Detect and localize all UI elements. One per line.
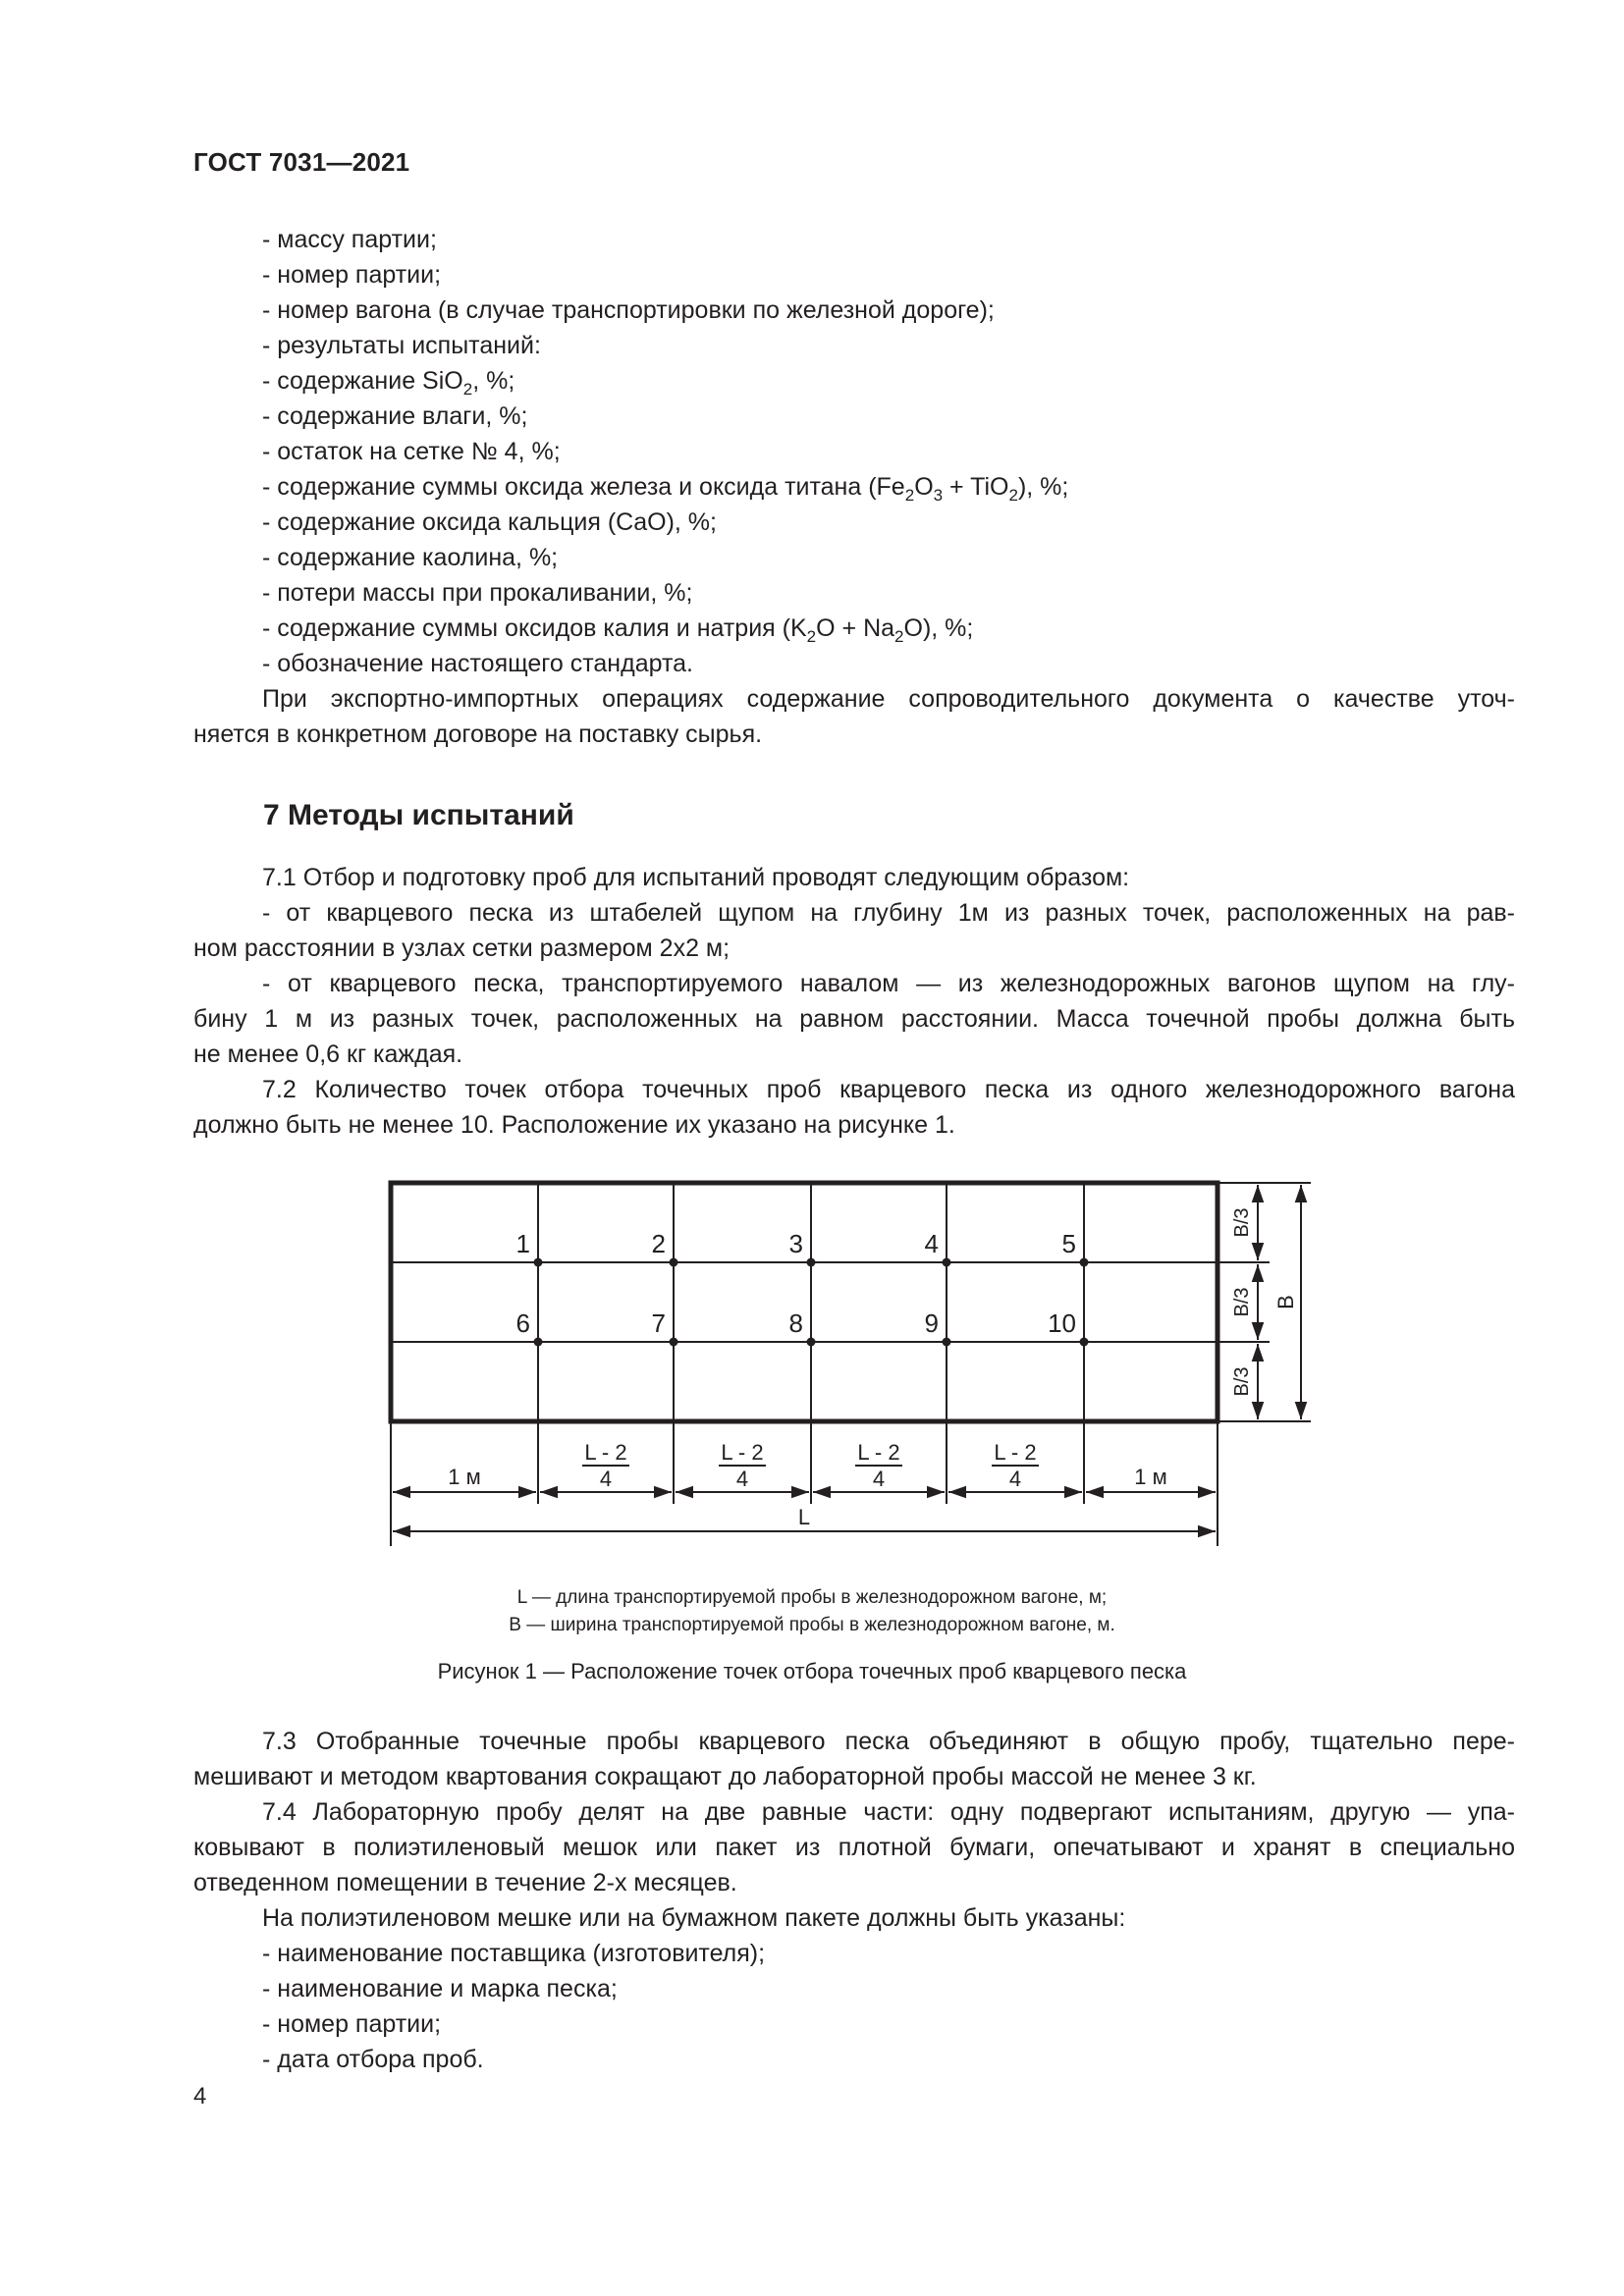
results-list-item: - содержание каолина, %;	[262, 544, 559, 571]
paragraph-line: няется в конкретном договоре на поставку сырья.	[193, 721, 763, 748]
clause-7-3	[193, 1724, 1515, 1794]
results-list	[193, 222, 1515, 681]
results-list-item: - потери массы при прокаливании, %;	[262, 579, 693, 607]
paragraph-line: ковывают в полиэтиленовый мешок или пакет из плотной бумаги, опечатывают и хранят в специально	[193, 1834, 1515, 1861]
results-list-item: - массу партии;	[262, 226, 437, 253]
wagon-outline	[391, 1183, 1218, 1421]
sampling-point	[1080, 1338, 1089, 1347]
paragraph-line: мешивают и методом квартования сокращают до лабораторной пробы массой не менее 3 кг.	[193, 1763, 1257, 1790]
point-label: 10	[1048, 1308, 1076, 1338]
sampling-point	[670, 1258, 678, 1267]
point-label: 7	[651, 1308, 666, 1338]
results-list-item: - содержание суммы оксида железа и оксида титана $(Fe_2O_3 + TiO_2)$, %;	[262, 473, 1069, 505]
package-list-item: - дата отбора проб.	[262, 2046, 484, 2073]
dimension-label: 1 м	[448, 1465, 481, 1489]
point-label: 5	[1061, 1229, 1076, 1258]
fraction-denominator: 4	[599, 1467, 613, 1491]
results-list-item: - обозначение настоящего стандарта.	[262, 650, 693, 677]
sampling-point	[943, 1258, 951, 1267]
dimension-label: B/3	[1231, 1287, 1253, 1317]
point-label: 1	[515, 1229, 530, 1258]
package-intro: На полиэтиленовом мешке или на бумажном пакете должны быть указаны:	[262, 1904, 1126, 1932]
total-length-label: L	[797, 1505, 811, 1529]
paragraph-line: При экспортно-импортных операциях содержание сопроводительного документа о качестве уточ-	[262, 685, 1515, 713]
results-list-item: - результаты испытаний:	[262, 332, 541, 359]
fraction-numerator: L - 2	[857, 1440, 900, 1465]
sampling-point	[534, 1338, 543, 1347]
paragraph-line: - от кварцевого песка, транспортируемого навалом — из железнодорожных вагонов щупом на глу-	[262, 970, 1515, 997]
standard-header: ГОСТ 7031—2021	[193, 147, 410, 177]
package-list-item: - наименование поставщика (изготовителя);	[262, 1940, 766, 1967]
clause-7-2	[193, 1072, 1515, 1143]
sampling-point	[670, 1338, 678, 1347]
fraction-numerator: L - 2	[994, 1440, 1037, 1465]
clause-7-4	[193, 1794, 1515, 2077]
point-label: 9	[924, 1308, 939, 1338]
dimension-label: 1 м	[1134, 1465, 1167, 1489]
paragraph-line: бину 1 м из разных точек, расположенных на равном расстоянии. Масса точечной пробы должна быть	[193, 1005, 1515, 1033]
results-list-item: - содержание суммы оксидов калия и натрия $(K_2O + Na_2O)$, %;	[262, 614, 974, 646]
package-list-item: - номер партии;	[262, 2010, 442, 2038]
results-list-item: - содержание влаги, %;	[262, 402, 528, 430]
fraction-denominator: 4	[872, 1467, 886, 1491]
results-list-item: - номер партии;	[262, 261, 442, 289]
fraction-denominator: 4	[1008, 1467, 1022, 1491]
figure-legend	[0, 1584, 1624, 1639]
dimension-label: B/3	[1231, 1366, 1253, 1397]
paragraph-line: - от кварцевого песка из штабелей щупом на глубину 1м из разных точек, расположенных на рав-	[262, 899, 1515, 927]
figure-caption: Рисунок 1 — Расположение точек отбора точечных проб кварцевого песка	[437, 1659, 1187, 1683]
total-width-label: B	[1273, 1295, 1298, 1309]
results-list-item: - остаток на сетке № 4, %;	[262, 438, 561, 465]
paragraph-line: должно быть не менее 10. Расположение их указано на рисунке 1.	[193, 1111, 955, 1139]
point-label: 3	[788, 1229, 803, 1258]
paragraph-line: 7.2 Количество точек отбора точечных проб кварцевого песка из одного железнодорожного вагона	[262, 1076, 1515, 1103]
paragraph-line: 7.4 Лабораторную пробу делят на две равные части: одну подвергают испытаниям, другую — упа-	[262, 1798, 1515, 1826]
results-list-item: - номер вагона (в случае транспортировки по железной дороге);	[262, 296, 995, 324]
package-list-item: - наименование и марка песка;	[262, 1975, 618, 2002]
results-list-item: - содержание SiO$_2$, %;	[262, 367, 515, 399]
paragraph-line: ном расстоянии в узлах сетки размером 2х2 м;	[193, 934, 731, 962]
sampling-point	[943, 1338, 951, 1347]
page-number: 4	[193, 2083, 207, 2109]
results-list-item: - содержание оксида кальция (CaO), %;	[262, 508, 717, 536]
point-label: 4	[924, 1229, 939, 1258]
paragraph-line: 7.1 Отбор и подготовку проб для испытаний проводят следующим образом:	[262, 864, 1130, 891]
paragraph-line: не менее 0,6 кг каждая.	[193, 1041, 463, 1068]
clause-7-1	[193, 860, 1515, 1072]
sampling-point	[807, 1338, 816, 1347]
fraction-numerator: L - 2	[584, 1440, 627, 1465]
sampling-point	[534, 1258, 543, 1267]
export-paragraph	[193, 681, 1515, 752]
section-title: 7 Методы испытаний	[263, 799, 574, 831]
point-label: 2	[651, 1229, 666, 1258]
paragraph-line: 7.3 Отобранные точечные пробы кварцевого песка объединяют в общую пробу, тщательно пере-	[262, 1728, 1515, 1755]
paragraph-line: отведенном помещении в течение 2-х месяцев.	[193, 1869, 737, 1896]
legend-item-B: B — ширина транспортируемой пробы в железнодорожном вагоне, м.	[509, 1615, 1115, 1635]
point-label: 8	[788, 1308, 803, 1338]
point-label: 6	[515, 1308, 530, 1338]
legend-item-L: L — длина транспортируемой пробы в железнодорожном вагоне, м;	[516, 1587, 1108, 1608]
fraction-numerator: L - 2	[721, 1440, 764, 1465]
sampling-point	[807, 1258, 816, 1267]
sampling-point	[1080, 1258, 1089, 1267]
fraction-denominator: 4	[735, 1467, 749, 1491]
dimension-label: B/3	[1231, 1207, 1253, 1238]
